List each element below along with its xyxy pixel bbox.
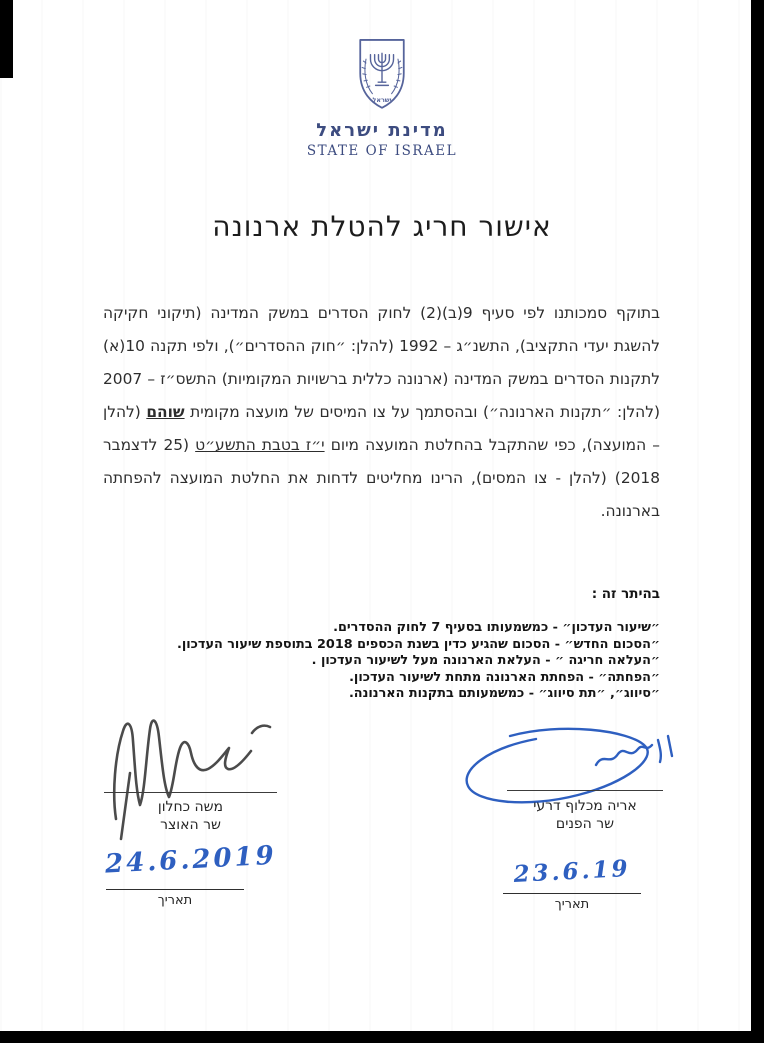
body-text-intro: בתוקף סמכותנו לפי סעיף 9(ב)(2) לחוק הסדרים במשק המדינה (תיקוני חקיקה להשגת יעדי התקציב), התשנ״ג – 1992 (להלן: ״חוק ההסדרים״), ולפי תקנה 10(א) לתקנות הסדרים במשק המדינה (ארנונה כללית ברשויות המקומיות) התשס״ז – 2007 (להלן: ״תקנות הארנונה״) ובהסתמך על צו המיסים של מועצה מקומית bbox=[103, 304, 660, 421]
emblem-inner-text: ישראל bbox=[372, 96, 392, 105]
body-paragraph bbox=[103, 297, 660, 528]
body-text-end: (25 לדצמבר 2018) (להלן - צו המסים), הרינו מחליטים לדחות את החלטת המועצה להפחתה בארנונה. bbox=[103, 436, 660, 520]
date-line-interior bbox=[503, 893, 641, 894]
definitions-section bbox=[103, 586, 660, 703]
definition-item: ״הסכום החדש״ - הסכום שהגיע כדין בשנת הכספים 2018 בתוספת שיעור העדכון. bbox=[177, 636, 660, 652]
letterhead bbox=[0, 36, 764, 159]
date-label-interior: תאריך bbox=[554, 897, 590, 912]
document-title: אישור חריג להטלת ארנונה bbox=[212, 210, 552, 243]
interior-minister-title: שר הפנים bbox=[555, 815, 615, 832]
finance-minister-block bbox=[104, 799, 277, 834]
municipality-name: שוהם bbox=[146, 403, 185, 421]
definition-item: ״סיווג״, ״תת סיווג״ - כמשמעותם בתקנות הארנונה. bbox=[348, 686, 660, 701]
interior-minister-name: אריה מכלוף דרעי bbox=[533, 798, 637, 814]
interior-minister-block bbox=[497, 798, 673, 833]
finance-minister-name: משה כחלון bbox=[157, 799, 224, 815]
handwritten-date-finance: 24.6.2019 bbox=[104, 840, 278, 880]
date-line-finance bbox=[106, 889, 244, 890]
country-name-hebrew: מדינת ישראל bbox=[316, 120, 448, 141]
handwritten-date-interior: 23.6.19 bbox=[512, 854, 632, 889]
date-label-finance: תאריך bbox=[157, 893, 193, 908]
country-name-english: STATE OF ISRAEL bbox=[306, 143, 458, 159]
scan-border-bottom bbox=[0, 1031, 764, 1043]
definition-item: ״שיעור העדכון״ - כמשמעותו בסעיף 7 לחוק ההסדרים. bbox=[333, 620, 660, 635]
definition-item: ״הפחתה״ - הפחתת הארנונה מתחת לשיעור העדכון. bbox=[349, 669, 660, 685]
definitions-heading: בהיתר זה : bbox=[591, 586, 660, 602]
signature-line-interior bbox=[507, 790, 663, 791]
israel-state-emblem-icon bbox=[350, 36, 414, 113]
body-text-mid: (להלן – המועצה), כפי שהתקבל בהחלטת המועצה מיום bbox=[103, 403, 660, 454]
decision-date-hebrew: י״ז בטבת התשע״ט bbox=[195, 436, 325, 454]
signature-deri-strokes bbox=[467, 729, 672, 803]
definition-item: ״העלאה חריגה ״ - העלאת הארנונה מעל לשיעור העדכון . bbox=[311, 653, 660, 668]
finance-minister-title: שר האוצר bbox=[160, 816, 221, 833]
signature-line-finance bbox=[104, 792, 277, 793]
